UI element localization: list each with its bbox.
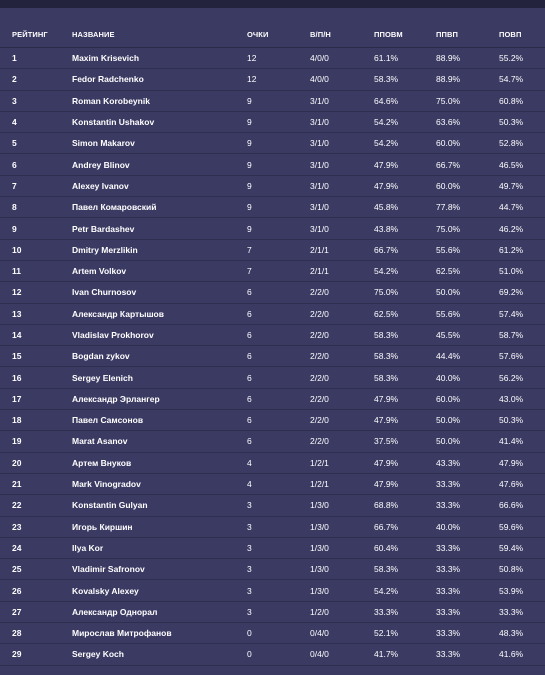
ppvp-cell: 33.3%: [436, 580, 499, 601]
ppovm-cell: 66.7%: [374, 239, 436, 260]
table-row[interactable]: [0, 367, 545, 388]
ppovm-cell: 41.7%: [374, 644, 436, 665]
ppvp-cell: 33.3%: [436, 644, 499, 665]
rank-cell: 12: [0, 282, 72, 303]
ppvp-cell: 77.8%: [436, 197, 499, 218]
table-row[interactable]: [0, 260, 545, 281]
wld-cell: 1/3/0: [310, 495, 374, 516]
ppovm-cell: 45.8%: [374, 197, 436, 218]
povp-cell: 46.5%: [499, 154, 545, 175]
ppovm-cell: 61.1%: [374, 48, 436, 69]
player-name-cell[interactable]: Fedor Radchenko: [72, 69, 247, 90]
wld-cell: 3/1/0: [310, 175, 374, 196]
player-name-cell[interactable]: Sergey Koch: [72, 644, 247, 665]
ppvp-cell: 33.3%: [436, 559, 499, 580]
standings-panel: [0, 8, 545, 675]
table-row[interactable]: [0, 623, 545, 644]
ppvp-cell: 60.0%: [436, 175, 499, 196]
table-row[interactable]: [0, 303, 545, 324]
table-row[interactable]: [0, 111, 545, 132]
ppvp-cell: 44.4%: [436, 346, 499, 367]
ppovm-cell: 62.5%: [374, 303, 436, 324]
points-cell: 12: [247, 48, 310, 69]
top-bar: [0, 0, 545, 8]
wld-cell: 3/1/0: [310, 90, 374, 111]
player-name-cell[interactable]: Alexey Ivanov: [72, 175, 247, 196]
povp-cell: 50.3%: [499, 111, 545, 132]
player-name-cell[interactable]: Артем Внуков: [72, 452, 247, 473]
points-cell: 9: [247, 133, 310, 154]
points-cell: 6: [247, 303, 310, 324]
ppovm-cell: 47.9%: [374, 388, 436, 409]
table-row[interactable]: [0, 175, 545, 196]
rank-cell: 20: [0, 452, 72, 473]
ppovm-cell: 54.2%: [374, 260, 436, 281]
ppvp-cell: 40.0%: [436, 516, 499, 537]
player-name-cell[interactable]: Игорь Киршин: [72, 516, 247, 537]
player-name-cell[interactable]: Dmitry Merzlikin: [72, 239, 247, 260]
ppvp-cell: 63.6%: [436, 111, 499, 132]
player-name-cell[interactable]: Simon Makarov: [72, 133, 247, 154]
rank-cell: 21: [0, 473, 72, 494]
ppvp-cell: 33.3%: [436, 473, 499, 494]
player-name-cell[interactable]: Александр Картышов: [72, 303, 247, 324]
rank-cell: 5: [0, 133, 72, 154]
player-name-cell[interactable]: Konstantin Gulyan: [72, 495, 247, 516]
ppovm-cell: 47.9%: [374, 452, 436, 473]
wld-cell: 2/2/0: [310, 431, 374, 452]
table-row[interactable]: [0, 644, 545, 665]
table-row[interactable]: [0, 452, 545, 473]
table-row[interactable]: [0, 580, 545, 601]
ppovm-cell: 54.2%: [374, 111, 436, 132]
povp-cell: 46.2%: [499, 218, 545, 239]
ppvp-cell: 62.5%: [436, 260, 499, 281]
ppvp-cell: 40.0%: [436, 367, 499, 388]
povp-cell: 57.4%: [499, 303, 545, 324]
ppovm-cell: 33.3%: [374, 601, 436, 622]
player-name-cell[interactable]: Konstantin Ushakov: [72, 111, 247, 132]
points-cell: 9: [247, 175, 310, 196]
povp-cell: 53.9%: [499, 580, 545, 601]
points-cell: 6: [247, 324, 310, 345]
table-row[interactable]: [0, 601, 545, 622]
rank-cell: 13: [0, 303, 72, 324]
points-cell: 9: [247, 90, 310, 111]
rank-cell: 27: [0, 601, 72, 622]
header-rank[interactable]: РЕЙТИНГ: [0, 22, 72, 48]
points-cell: 6: [247, 388, 310, 409]
povp-cell: 49.7%: [499, 175, 545, 196]
table-row[interactable]: [0, 197, 545, 218]
table-row[interactable]: [0, 324, 545, 345]
ppvp-cell: 55.6%: [436, 239, 499, 260]
table-header-row: [0, 22, 545, 48]
ppvp-cell: 75.0%: [436, 90, 499, 111]
table-row[interactable]: [0, 48, 545, 69]
rank-cell: 28: [0, 623, 72, 644]
wld-cell: 2/2/0: [310, 324, 374, 345]
player-name-cell[interactable]: Maxim Krisevich: [72, 48, 247, 69]
player-name-cell[interactable]: Kovalsky Alexey: [72, 580, 247, 601]
points-cell: 9: [247, 197, 310, 218]
ppvp-cell: 88.9%: [436, 69, 499, 90]
header-ppovm[interactable]: ППОВМ: [374, 22, 436, 48]
wld-cell: 2/1/1: [310, 239, 374, 260]
points-cell: 9: [247, 218, 310, 239]
points-cell: 0: [247, 644, 310, 665]
wld-cell: 4/0/0: [310, 69, 374, 90]
points-cell: 6: [247, 346, 310, 367]
ppovm-cell: 75.0%: [374, 282, 436, 303]
table-row[interactable]: [0, 69, 545, 90]
points-cell: 7: [247, 260, 310, 281]
ppvp-cell: 50.0%: [436, 410, 499, 431]
points-cell: 9: [247, 111, 310, 132]
ppovm-cell: 64.6%: [374, 90, 436, 111]
wld-cell: 2/1/1: [310, 260, 374, 281]
ppvp-cell: 33.3%: [436, 601, 499, 622]
player-name-cell[interactable]: Roman Korobeynik: [72, 90, 247, 111]
player-name-cell[interactable]: Vladislav Prokhorov: [72, 324, 247, 345]
rank-cell: 9: [0, 218, 72, 239]
povp-cell: 33.3%: [499, 601, 545, 622]
ppvp-cell: 50.0%: [436, 282, 499, 303]
rank-cell: 4: [0, 111, 72, 132]
rank-cell: 10: [0, 239, 72, 260]
ppvp-cell: 45.5%: [436, 324, 499, 345]
wld-cell: 1/3/0: [310, 580, 374, 601]
wld-cell: 2/2/0: [310, 410, 374, 431]
povp-cell: 44.7%: [499, 197, 545, 218]
ppovm-cell: 68.8%: [374, 495, 436, 516]
player-name-cell[interactable]: Sergey Elenich: [72, 367, 247, 388]
points-cell: 12: [247, 69, 310, 90]
rank-cell: 7: [0, 175, 72, 196]
header-ppvp[interactable]: ППВП: [436, 22, 499, 48]
header-points[interactable]: ОЧКИ: [247, 22, 310, 48]
povp-cell: 59.4%: [499, 537, 545, 558]
povp-cell: 57.6%: [499, 346, 545, 367]
povp-cell: 58.7%: [499, 324, 545, 345]
rank-cell: 2: [0, 69, 72, 90]
points-cell: 0: [247, 623, 310, 644]
rank-cell: 3: [0, 90, 72, 111]
ppvp-cell: 33.3%: [436, 495, 499, 516]
ppvp-cell: 60.0%: [436, 388, 499, 409]
povp-cell: 41.4%: [499, 431, 545, 452]
povp-cell: 47.9%: [499, 452, 545, 473]
ppvp-cell: 55.6%: [436, 303, 499, 324]
ppovm-cell: 43.8%: [374, 218, 436, 239]
points-cell: 3: [247, 537, 310, 558]
wld-cell: 2/2/0: [310, 303, 374, 324]
points-cell: 3: [247, 601, 310, 622]
wld-cell: 1/2/1: [310, 452, 374, 473]
povp-cell: 50.8%: [499, 559, 545, 580]
ppvp-cell: 33.3%: [436, 623, 499, 644]
table-row[interactable]: [0, 516, 545, 537]
ppovm-cell: 58.3%: [374, 346, 436, 367]
ppvp-cell: 33.3%: [436, 537, 499, 558]
rank-cell: 1: [0, 48, 72, 69]
povp-cell: 51.0%: [499, 260, 545, 281]
header-povp[interactable]: ПОВП: [499, 22, 545, 48]
ppovm-cell: 37.5%: [374, 431, 436, 452]
rank-cell: 11: [0, 260, 72, 281]
rank-cell: 16: [0, 367, 72, 388]
ppovm-cell: 47.9%: [374, 410, 436, 431]
points-cell: 4: [247, 452, 310, 473]
points-cell: 3: [247, 495, 310, 516]
povp-cell: 56.2%: [499, 367, 545, 388]
header-wld[interactable]: В/П/Н: [310, 22, 374, 48]
wld-cell: 3/1/0: [310, 154, 374, 175]
ppovm-cell: 47.9%: [374, 473, 436, 494]
wld-cell: 2/2/0: [310, 388, 374, 409]
rank-cell: 17: [0, 388, 72, 409]
wld-cell: 0/4/0: [310, 644, 374, 665]
player-name-cell[interactable]: Мирослав Митрофанов: [72, 623, 247, 644]
points-cell: 4: [247, 473, 310, 494]
ppovm-cell: 54.2%: [374, 580, 436, 601]
points-cell: 3: [247, 559, 310, 580]
rank-cell: 26: [0, 580, 72, 601]
table-row[interactable]: [0, 410, 545, 431]
wld-cell: 1/3/0: [310, 537, 374, 558]
wld-cell: 2/2/0: [310, 367, 374, 388]
player-name-cell[interactable]: Petr Bardashev: [72, 218, 247, 239]
ppovm-cell: 47.9%: [374, 175, 436, 196]
ppvp-cell: 75.0%: [436, 218, 499, 239]
povp-cell: 50.3%: [499, 410, 545, 431]
points-cell: 6: [247, 431, 310, 452]
ppvp-cell: 88.9%: [436, 48, 499, 69]
player-name-cell[interactable]: Павел Комаровский: [72, 197, 247, 218]
ppvp-cell: 50.0%: [436, 431, 499, 452]
povp-cell: 47.6%: [499, 473, 545, 494]
table-row[interactable]: [0, 218, 545, 239]
rank-cell: 19: [0, 431, 72, 452]
header-name[interactable]: НАЗВАНИЕ: [72, 22, 247, 48]
points-cell: 6: [247, 367, 310, 388]
player-name-cell[interactable]: Vladimir Safronov: [72, 559, 247, 580]
player-name-cell[interactable]: Павел Самсонов: [72, 410, 247, 431]
points-cell: 9: [247, 154, 310, 175]
table-row[interactable]: [0, 282, 545, 303]
povp-cell: 54.7%: [499, 69, 545, 90]
table-row[interactable]: [0, 388, 545, 409]
povp-cell: 60.8%: [499, 90, 545, 111]
rank-cell: 15: [0, 346, 72, 367]
ppovm-cell: 47.9%: [374, 154, 436, 175]
player-name-cell[interactable]: Artem Volkov: [72, 260, 247, 281]
ppovm-cell: 54.2%: [374, 133, 436, 154]
povp-cell: 66.6%: [499, 495, 545, 516]
povp-cell: 41.6%: [499, 644, 545, 665]
rank-cell: 6: [0, 154, 72, 175]
wld-cell: 1/2/0: [310, 601, 374, 622]
rank-cell: 18: [0, 410, 72, 431]
rank-cell: 24: [0, 537, 72, 558]
points-cell: 3: [247, 516, 310, 537]
rank-cell: 23: [0, 516, 72, 537]
table-row[interactable]: [0, 154, 545, 175]
ppovm-cell: 60.4%: [374, 537, 436, 558]
wld-cell: 3/1/0: [310, 197, 374, 218]
ppovm-cell: 58.3%: [374, 69, 436, 90]
wld-cell: 3/1/0: [310, 111, 374, 132]
wld-cell: 2/2/0: [310, 346, 374, 367]
table-row[interactable]: [0, 133, 545, 154]
ppovm-cell: 58.3%: [374, 367, 436, 388]
povp-cell: 55.2%: [499, 48, 545, 69]
ppvp-cell: 43.3%: [436, 452, 499, 473]
points-cell: 6: [247, 410, 310, 431]
table-row[interactable]: [0, 239, 545, 260]
table-row[interactable]: [0, 473, 545, 494]
player-name-cell[interactable]: Александр Эрлангер: [72, 388, 247, 409]
player-name-cell[interactable]: Bogdan zykov: [72, 346, 247, 367]
rank-cell: 22: [0, 495, 72, 516]
wld-cell: 1/3/0: [310, 559, 374, 580]
povp-cell: 61.2%: [499, 239, 545, 260]
standings-table: [0, 22, 545, 666]
points-cell: 3: [247, 580, 310, 601]
points-cell: 7: [247, 239, 310, 260]
player-name-cell[interactable]: Andrey Blinov: [72, 154, 247, 175]
wld-cell: 3/1/0: [310, 133, 374, 154]
wld-cell: 3/1/0: [310, 218, 374, 239]
wld-cell: 1/2/1: [310, 473, 374, 494]
wld-cell: 1/3/0: [310, 516, 374, 537]
rank-cell: 14: [0, 324, 72, 345]
ppovm-cell: 58.3%: [374, 559, 436, 580]
table-row[interactable]: [0, 559, 545, 580]
wld-cell: 4/0/0: [310, 48, 374, 69]
povp-cell: 69.2%: [499, 282, 545, 303]
player-name-cell[interactable]: Александр Однорал: [72, 601, 247, 622]
povp-cell: 43.0%: [499, 388, 545, 409]
table-row[interactable]: [0, 495, 545, 516]
ppovm-cell: 52.1%: [374, 623, 436, 644]
wld-cell: 2/2/0: [310, 282, 374, 303]
points-cell: 6: [247, 282, 310, 303]
table-row[interactable]: [0, 90, 545, 111]
player-name-cell[interactable]: Mark Vinogradov: [72, 473, 247, 494]
table-row[interactable]: [0, 431, 545, 452]
ppvp-cell: 60.0%: [436, 133, 499, 154]
player-name-cell[interactable]: Ilya Kor: [72, 537, 247, 558]
rank-cell: 29: [0, 644, 72, 665]
player-name-cell[interactable]: Marat Asanov: [72, 431, 247, 452]
rank-cell: 8: [0, 197, 72, 218]
player-name-cell[interactable]: Ivan Churnosov: [72, 282, 247, 303]
povp-cell: 59.6%: [499, 516, 545, 537]
ppovm-cell: 58.3%: [374, 324, 436, 345]
rank-cell: 25: [0, 559, 72, 580]
ppovm-cell: 66.7%: [374, 516, 436, 537]
table-row[interactable]: [0, 346, 545, 367]
wld-cell: 0/4/0: [310, 623, 374, 644]
table-row[interactable]: [0, 537, 545, 558]
povp-cell: 52.8%: [499, 133, 545, 154]
povp-cell: 48.3%: [499, 623, 545, 644]
ppvp-cell: 66.7%: [436, 154, 499, 175]
